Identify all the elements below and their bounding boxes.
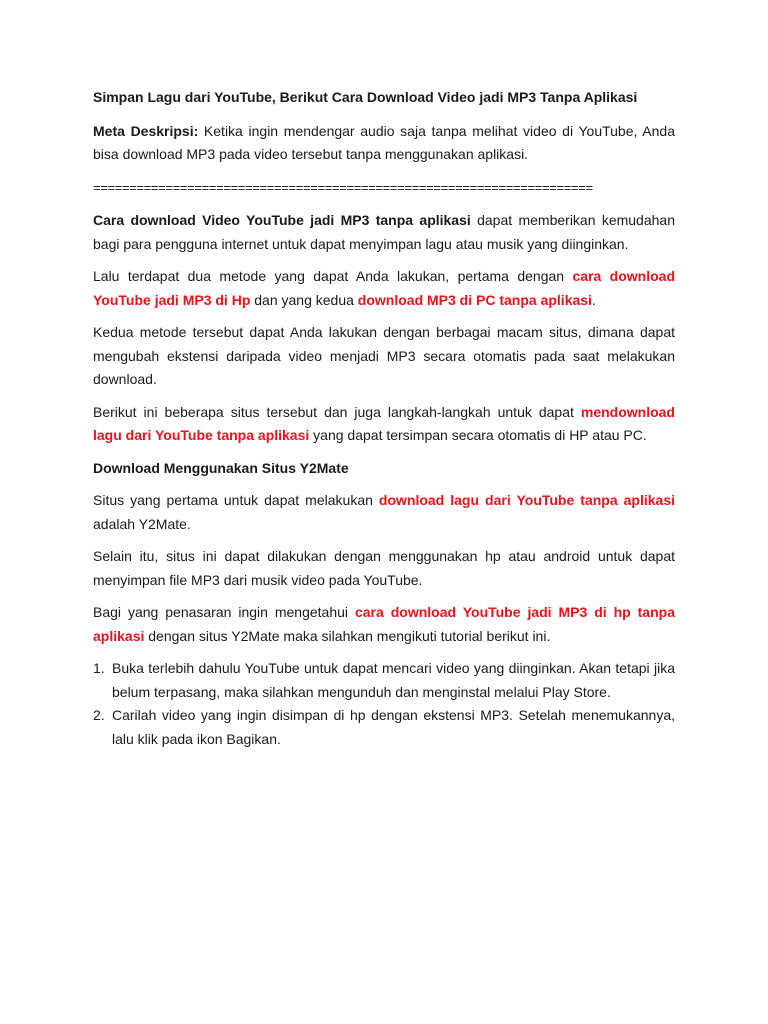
paragraph-sites: Kedua metode tersebut dapat Anda lakukan dengan berbagai macam situs, dimana dapat mengubah ekstensi daripada video menjadi MP3 secara otomatis pada saat melakukan download. bbox=[93, 324, 675, 387]
steps-list bbox=[93, 657, 675, 751]
step-number: 2. bbox=[93, 707, 105, 723]
intro-bold: Cara download Video YouTube jadi MP3 tanpa aplikasi bbox=[93, 212, 471, 228]
document-page bbox=[93, 86, 675, 751]
paragraph-y2mate-android: Selain itu, situs ini dapat dilakukan dengan menggunakan hp atau android untuk dapat menyimpan file MP3 dari musik video pada YouTube. bbox=[93, 548, 675, 588]
article-title: Simpan Lagu dari YouTube, Berikut Cara Download Video jadi MP3 Tanpa Aplikasi bbox=[93, 89, 638, 105]
tutorial-text-1: Bagi yang penasaran ingin mengetahui bbox=[93, 604, 355, 620]
steps-intro-text-2: yang dapat tersimpan secara otomatis di HP atau PC. bbox=[309, 427, 647, 443]
step-text: Buka terlebih dahulu YouTube untuk dapat mencari video yang diinginkan. Akan tetapi jika belum terpasang, maka silahkan mengunduh dan menginstal melalui Play Store. bbox=[112, 660, 675, 700]
methods-text-1: Lalu terdapat dua metode yang dapat Anda lakukan, pertama dengan bbox=[93, 268, 573, 284]
section-heading-y2mate: Download Menggunakan Situs Y2Mate bbox=[93, 459, 349, 476]
link-download-pc[interactable]: download MP3 di PC tanpa aplikasi bbox=[357, 291, 592, 308]
paragraph-tutorial-intro bbox=[93, 601, 675, 648]
list-item bbox=[93, 704, 675, 751]
meta-text: Ketika ingin mendengar audio saja tanpa melihat video di YouTube, Anda bisa download MP3 pada video tersebut tanpa menggunakan aplikasi. bbox=[93, 122, 675, 162]
y2mate-text-1: Situs yang pertama untuk dapat melakukan bbox=[93, 492, 379, 508]
methods-text-2: dan yang kedua bbox=[250, 291, 358, 308]
link-mendownload-lagu[interactable]: mendownload lagu dari YouTube tanpa aplikasi bbox=[93, 403, 675, 443]
steps-intro-text-1: Berikut ini beberapa situs tersebut dan juga langkah-langkah untuk dapat bbox=[93, 403, 581, 420]
tutorial-text-2: dengan situs Y2Mate maka silahkan mengikuti tutorial berikut ini. bbox=[144, 627, 551, 644]
paragraph-intro bbox=[93, 209, 675, 256]
list-item bbox=[93, 657, 675, 704]
intro-text: dapat memberikan kemudahan bagi para pengguna internet untuk dapat menyimpan lagu atau musik yang diinginkan. bbox=[93, 212, 675, 252]
y2mate-text-2: adalah Y2Mate. bbox=[93, 515, 191, 532]
paragraph-steps-intro bbox=[93, 401, 675, 448]
link-cara-download-hp[interactable]: cara download YouTube jadi MP3 di hp tanpa aplikasi bbox=[93, 604, 675, 644]
meta-label: Meta Deskripsi: bbox=[93, 122, 199, 139]
meta-description bbox=[93, 120, 675, 167]
separator-line: ===================================================================== bbox=[93, 179, 593, 195]
paragraph-methods bbox=[93, 265, 675, 312]
methods-text-3: . bbox=[591, 291, 596, 308]
paragraph-y2mate-first bbox=[93, 489, 675, 536]
link-download-lagu[interactable]: download lagu dari YouTube tanpa aplikasi bbox=[378, 492, 675, 508]
step-number: 1. bbox=[93, 660, 105, 676]
step-text: Carilah video yang ingin disimpan di hp dengan ekstensi MP3. Setelah menemukannya, lalu klik pada ikon Bagikan. bbox=[112, 707, 675, 747]
link-download-hp[interactable]: cara download YouTube jadi MP3 di Hp bbox=[93, 268, 676, 308]
